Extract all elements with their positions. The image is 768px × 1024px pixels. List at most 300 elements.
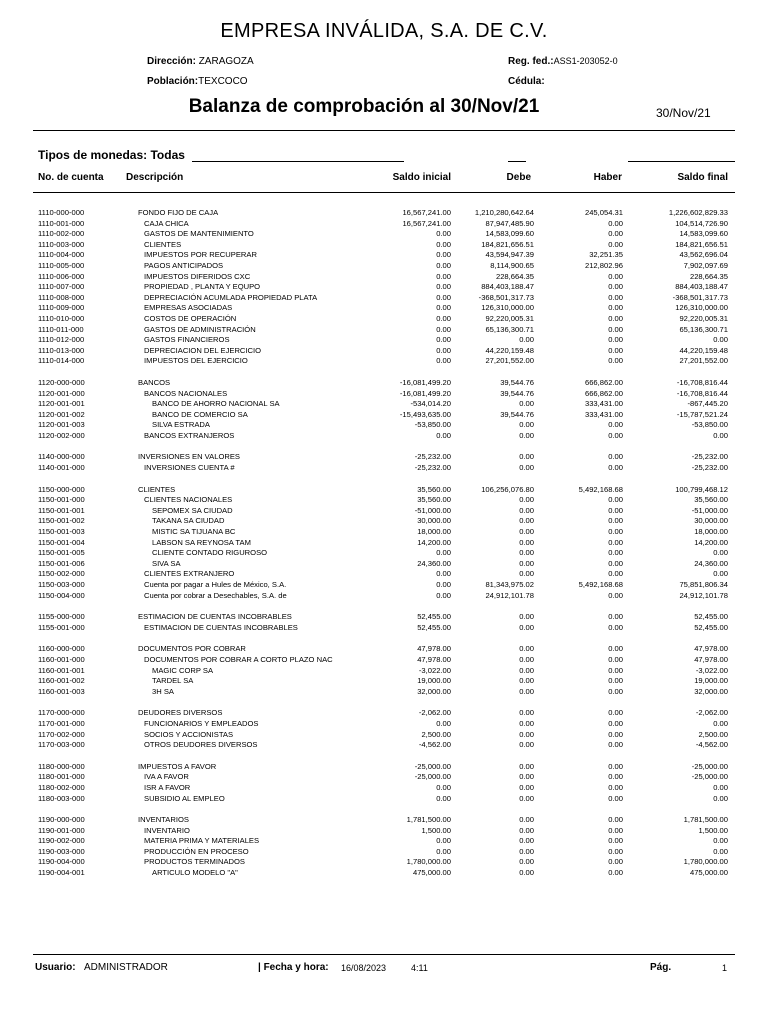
account-description: MISTIC SA TIJUANA BC — [152, 527, 236, 537]
account-description: INVENTARIOS — [138, 815, 189, 825]
table-row — [0, 389, 768, 400]
account-number: 1110-010-000 — [38, 313, 85, 323]
account-description: CAJA CHICA — [144, 218, 189, 228]
debe-value: 14,583,099.60 — [485, 229, 534, 239]
haber-value: 0.00 — [608, 686, 623, 696]
saldo-inicial-value: -25,000.00 — [414, 772, 451, 782]
saldo-inicial-value: 0.00 — [436, 292, 451, 302]
saldo-inicial-value: 35,560.00 — [417, 484, 451, 494]
debe-value: 0.00 — [519, 430, 534, 440]
account-number: 1150-001-003 — [38, 527, 85, 537]
haber-value: 0.00 — [608, 665, 623, 675]
saldo-final-value: 1,780,000.00 — [683, 857, 728, 867]
haber-value: 0.00 — [608, 537, 623, 547]
debe-value: 0.00 — [519, 782, 534, 792]
account-number: 1110-014-000 — [38, 356, 85, 366]
saldo-inicial-value: 0.00 — [436, 260, 451, 270]
account-description: IMPUESTOS POR RECUPERAR — [144, 250, 257, 260]
account-number: 1150-001-001 — [38, 505, 85, 515]
saldo-inicial-value: 0.00 — [436, 430, 451, 440]
saldo-inicial-value: -3,022.00 — [418, 665, 451, 675]
account-number: 1110-002-000 — [38, 229, 85, 239]
account-description: CLIENTES EXTRANJERO — [144, 569, 235, 579]
saldo-final-value: 35,560.00 — [694, 495, 728, 505]
saldo-inicial-value: 0.00 — [436, 345, 451, 355]
account-description: BANCO DE AHORRO NACIONAL SA — [152, 399, 280, 409]
account-number: 1120-001-002 — [38, 409, 85, 419]
hora-value: 4:11 — [411, 963, 428, 973]
table-row — [0, 495, 768, 506]
poblacion-label: Población: — [147, 76, 199, 87]
saldo-inicial-value: 24,360.00 — [417, 558, 451, 568]
saldo-inicial-value: 0.00 — [436, 590, 451, 600]
account-description: MATERIA PRIMA Y MATERIALES — [144, 836, 260, 846]
debe-value: 0.00 — [519, 537, 534, 547]
table-row — [0, 240, 768, 251]
table-row — [0, 666, 768, 677]
saldo-inicial-value: 35,560.00 — [417, 495, 451, 505]
table-row — [0, 826, 768, 837]
haber-value: 0.00 — [608, 313, 623, 323]
debe-value: 0.00 — [519, 505, 534, 515]
haber-value: 333,431.00 — [584, 399, 623, 409]
debe-value: 126,310,000.00 — [481, 303, 534, 313]
account-number: 1110-008-000 — [38, 292, 85, 302]
saldo-inicial-value: 0.00 — [436, 250, 451, 260]
account-number: 1120-001-000 — [38, 388, 85, 398]
haber-value: 0.00 — [608, 463, 623, 473]
account-description: IMPUESTOS DEL EJERCICIO — [144, 356, 248, 366]
saldo-inicial-value: 18,000.00 — [417, 527, 451, 537]
debe-value: 0.00 — [519, 463, 534, 473]
table-row — [0, 325, 768, 336]
saldo-final-value: 47,978.00 — [694, 644, 728, 654]
col-saldo-final-header: Saldo final — [677, 172, 728, 183]
saldo-inicial-value: 2,500.00 — [421, 729, 451, 739]
saldo-final-value: 2,500.00 — [698, 729, 728, 739]
debe-value: 1,210,280,642.64 — [474, 208, 534, 217]
account-number: 1110-000-000 — [38, 208, 85, 217]
debe-value: 0.00 — [519, 569, 534, 579]
haber-value: 0.00 — [608, 516, 623, 526]
table-row — [0, 272, 768, 283]
debe-value: 0.00 — [519, 558, 534, 568]
saldo-final-value: 0.00 — [713, 548, 728, 558]
saldo-inicial-value: -2,062.00 — [418, 708, 451, 718]
account-description: LABSON SA REYNOSA TAM — [152, 537, 251, 547]
account-number: 1190-001-000 — [38, 825, 85, 835]
table-row — [0, 506, 768, 517]
debe-value: 0.00 — [519, 452, 534, 462]
account-number: 1110-006-000 — [38, 271, 85, 281]
account-number: 1170-000-000 — [38, 708, 85, 718]
haber-value: 0.00 — [608, 335, 623, 345]
saldo-final-value: -25,232.00 — [691, 452, 728, 462]
debe-value: 0.00 — [519, 644, 534, 654]
table-row — [0, 485, 768, 496]
saldo-inicial-value: 0.00 — [436, 782, 451, 792]
account-number: 1110-009-000 — [38, 303, 85, 313]
table-row — [0, 356, 768, 367]
report-title: Balanza de comprobación al 30/Nov/21 — [188, 96, 540, 117]
account-number: 1180-001-000 — [38, 772, 85, 782]
account-description: SIVA SA — [152, 558, 181, 568]
cedula — [508, 76, 545, 87]
haber-value: 0.00 — [608, 452, 623, 462]
saldo-final-value: -25,000.00 — [691, 772, 728, 782]
saldo-final-value: -53,850.00 — [691, 420, 728, 430]
account-description: BANCO DE COMERCIO SA — [152, 409, 248, 419]
saldo-final-value: 0.00 — [713, 782, 728, 792]
haber-value: 0.00 — [608, 303, 623, 313]
account-number: 1150-001-006 — [38, 558, 85, 568]
account-description: TAKANA SA CIUDAD — [152, 516, 225, 526]
saldo-inicial-value: 19,000.00 — [417, 676, 451, 686]
debe-value: 0.00 — [519, 708, 534, 718]
saldo-final-value: 47,978.00 — [694, 654, 728, 664]
account-description: ISR A FAVOR — [144, 782, 191, 792]
debe-value: 0.00 — [519, 718, 534, 728]
table-row — [0, 538, 768, 549]
saldo-final-value: 75,851,806.34 — [679, 580, 728, 589]
saldo-final-value: 0.00 — [713, 569, 728, 579]
table-row — [0, 676, 768, 687]
table-row — [0, 293, 768, 304]
table-row — [0, 399, 768, 410]
saldo-inicial-value: -25,232.00 — [414, 452, 451, 462]
haber-value: 0.00 — [608, 718, 623, 728]
haber-value: 0.00 — [608, 548, 623, 558]
account-number: 1160-000-000 — [38, 644, 85, 654]
debe-value: 44,220,159.48 — [485, 345, 534, 355]
saldo-final-value: 30,000.00 — [694, 516, 728, 526]
saldo-final-value: 0.00 — [713, 846, 728, 856]
account-description: GASTOS FINANCIEROS — [144, 335, 230, 345]
account-number: 1110-001-000 — [38, 218, 85, 228]
account-description: CLIENTES — [144, 239, 182, 249]
debe-value: 184,821,656.51 — [481, 239, 534, 249]
account-description: IMPUESTOS DIFERIDOS CXC — [144, 271, 251, 281]
account-number: 1180-000-000 — [38, 761, 85, 771]
saldo-inicial-value: 47,978.00 — [417, 644, 451, 654]
table-row — [0, 836, 768, 847]
account-description: DEPRECIACION DEL EJERCICIO — [144, 345, 262, 355]
debe-value: 27,201,552.00 — [485, 356, 534, 366]
debe-value: 0.00 — [519, 527, 534, 537]
saldo-final-value: 475,000.00 — [689, 868, 728, 878]
table-row — [0, 740, 768, 751]
col-account-header: No. de cuenta — [38, 172, 104, 183]
account-number: 1120-000-000 — [38, 377, 85, 387]
haber-value: 212,802.96 — [584, 260, 623, 270]
col-description-header: Descripción — [126, 172, 184, 183]
saldo-final-value: 126,310,000.00 — [675, 303, 728, 313]
col-debe-header: Debe — [506, 172, 531, 183]
table-row — [0, 559, 768, 570]
account-number: 1150-001-004 — [38, 537, 85, 547]
account-description: PROPIEDAD , PLANTA Y EQUPO — [144, 282, 261, 292]
account-description: MAGIC CORP SA — [152, 665, 214, 675]
saldo-final-value: 32,000.00 — [694, 686, 728, 696]
haber-value: 0.00 — [608, 793, 623, 803]
haber-value: 0.00 — [608, 271, 623, 281]
saldo-final-value: 884,403,188.47 — [675, 282, 728, 292]
table-row — [0, 783, 768, 794]
account-description: DOCUMENTOS POR COBRAR — [138, 644, 246, 654]
account-description: OTROS DEUDORES DIVERSOS — [144, 740, 258, 750]
haber-value: 0.00 — [608, 782, 623, 792]
saldo-inicial-value: 1,781,500.00 — [406, 815, 451, 825]
saldo-inicial-value: 0.00 — [436, 548, 451, 558]
account-number: 1160-001-002 — [38, 676, 85, 686]
account-number: 1150-003-000 — [38, 580, 85, 589]
account-number: 1150-000-000 — [38, 484, 85, 494]
haber-value: 0.00 — [608, 740, 623, 750]
account-number: 1170-001-000 — [38, 718, 85, 728]
direccion-label: Dirección: — [147, 56, 196, 67]
saldo-final-value: 1,500.00 — [698, 825, 728, 835]
saldo-final-value: -368,501,317.73 — [672, 292, 728, 302]
saldo-final-value: -51,000.00 — [691, 505, 728, 515]
account-number: 1120-001-001 — [38, 399, 85, 409]
saldo-inicial-value: 0.00 — [436, 718, 451, 728]
haber-value: 0.00 — [608, 772, 623, 782]
table-row — [0, 708, 768, 719]
account-description: PRODUCCIÓN EN PROCESO — [144, 846, 249, 856]
saldo-final-value: 0.00 — [713, 836, 728, 846]
haber-value: 0.00 — [608, 761, 623, 771]
saldo-inicial-value: 52,455.00 — [417, 622, 451, 632]
debe-value: 0.00 — [519, 335, 534, 345]
account-number: 1110-011-000 — [38, 324, 84, 334]
debe-value: 0.00 — [519, 772, 534, 782]
account-number: 1120-001-003 — [38, 420, 85, 430]
haber-value: 0.00 — [608, 612, 623, 622]
saldo-final-value: 14,583,099.60 — [679, 229, 728, 239]
usuario-value: ADMINISTRADOR — [84, 962, 168, 973]
account-number: 1190-000-000 — [38, 815, 85, 825]
account-number: 1190-004-000 — [38, 857, 85, 867]
account-description: BANCOS EXTRANJEROS — [144, 430, 235, 440]
account-number: 1110-004-000 — [38, 250, 85, 260]
report-date: 30/Nov/21 — [656, 106, 711, 120]
haber-value: 0.00 — [608, 569, 623, 579]
haber-value: 0.00 — [608, 590, 623, 600]
haber-value: 666,862.00 — [584, 388, 623, 398]
table-row — [0, 303, 768, 314]
saldo-inicial-value: 0.00 — [436, 313, 451, 323]
saldo-final-value: 27,201,552.00 — [679, 356, 728, 366]
saldo-final-value: -25,232.00 — [691, 463, 728, 473]
table-row — [0, 346, 768, 357]
haber-value: 0.00 — [608, 324, 623, 334]
usuario-label: Usuario: — [35, 962, 76, 973]
account-number: 1190-004-001 — [38, 868, 85, 878]
debe-value: 87,947,485.90 — [485, 218, 534, 228]
haber-value: 0.00 — [608, 558, 623, 568]
pag-value: 1 — [722, 963, 728, 973]
debe-value: 0.00 — [519, 740, 534, 750]
saldo-final-value: 44,220,159.48 — [679, 345, 728, 355]
saldo-inicial-value: 0.00 — [436, 303, 451, 313]
account-description: PAGOS ANTICIPADOS — [144, 260, 224, 270]
regfed-label: Reg. fed.: — [508, 56, 554, 67]
account-number: 1110-003-000 — [38, 239, 85, 249]
saldo-final-value: -16,708,816.44 — [676, 377, 728, 387]
haber-value: 0.00 — [608, 846, 623, 856]
debe-value: 0.00 — [519, 420, 534, 430]
saldo-inicial-value: 16,567,241.00 — [402, 218, 451, 228]
account-description: BANCOS NACIONALES — [144, 388, 228, 398]
saldo-inicial-value: -534,014.20 — [410, 399, 451, 409]
haber-value: 0.00 — [608, 527, 623, 537]
saldo-final-value: 0.00 — [713, 718, 728, 728]
account-number: 1170-003-000 — [38, 740, 85, 750]
debe-value: 65,136,300.71 — [485, 324, 534, 334]
account-description: GASTOS DE MANTENIMIENTO — [144, 229, 254, 239]
saldo-final-value: -4,562.00 — [695, 740, 728, 750]
account-description: SILVA ESTRADA — [152, 420, 210, 430]
saldo-final-value: -16,708,816.44 — [676, 388, 728, 398]
table-row — [0, 772, 768, 783]
saldo-inicial-value: -16,081,499.20 — [399, 377, 451, 387]
saldo-inicial-value: -16,081,499.20 — [399, 388, 451, 398]
table-row — [0, 527, 768, 538]
poblacion — [147, 76, 248, 87]
debe-value: 39,544.76 — [500, 377, 534, 387]
saldo-final-value: 92,220,005.31 — [679, 313, 728, 323]
haber-value: 0.00 — [608, 345, 623, 355]
saldo-final-value: 104,514,726.90 — [675, 218, 728, 228]
table-row — [0, 655, 768, 666]
debe-value: 0.00 — [519, 495, 534, 505]
debe-value: 81,343,975.02 — [485, 580, 534, 589]
col-haber-header: Haber — [593, 172, 622, 183]
account-description: Cuenta por cobrar a Desechables, S.A. de — [144, 590, 287, 600]
currency-underline — [192, 161, 404, 162]
table-row — [0, 569, 768, 580]
table-row — [0, 730, 768, 741]
saldo-inicial-value: 0.00 — [436, 335, 451, 345]
saldo-inicial-value: -15,493,635.00 — [399, 409, 451, 419]
saldo-final-value: 43,562,696.04 — [679, 250, 728, 260]
saldo-final-value: 100,799,468.12 — [675, 484, 728, 494]
table-row — [0, 857, 768, 868]
account-number: 1140-001-000 — [38, 463, 85, 473]
debe-value: 884,403,188.47 — [481, 282, 534, 292]
account-description: Cuenta por pagar a Hules de México, S.A. — [144, 580, 287, 589]
pag-label: Pág. — [650, 962, 672, 973]
debe-value: 0.00 — [519, 665, 534, 675]
saldo-final-value: 7,902,097.69 — [683, 260, 728, 270]
debe-value: 0.00 — [519, 516, 534, 526]
saldo-inicial-value: -53,850.00 — [414, 420, 451, 430]
account-number: 1150-001-002 — [38, 516, 85, 526]
account-number: 1180-002-000 — [38, 782, 85, 792]
saldo-inicial-value: 475,000.00 — [412, 868, 451, 878]
saldo-inicial-value: 14,200.00 — [417, 537, 451, 547]
debe-value: 0.00 — [519, 857, 534, 867]
account-number: 1190-002-000 — [38, 836, 85, 846]
debe-value: 0.00 — [519, 676, 534, 686]
saldo-inicial-value: 0.00 — [436, 836, 451, 846]
debe-value: 0.00 — [519, 761, 534, 771]
debe-value: 0.00 — [519, 548, 534, 558]
account-description: BANCOS — [138, 377, 171, 387]
debe-value: 0.00 — [519, 654, 534, 664]
haber-value: 0.00 — [608, 495, 623, 505]
saldo-inicial-value: 0.00 — [436, 282, 451, 292]
account-number: 1150-004-000 — [38, 590, 85, 600]
account-number: 1110-013-000 — [38, 345, 85, 355]
account-number: 1170-002-000 — [38, 729, 85, 739]
table-row — [0, 452, 768, 463]
poblacion-value: TEXCOCO — [198, 76, 248, 87]
saldo-inicial-value: 0.00 — [436, 271, 451, 281]
saldo-final-value: 52,455.00 — [694, 612, 728, 622]
table-row — [0, 208, 768, 219]
table-row — [0, 229, 768, 240]
col-saldo-inicial-header: Saldo inicial — [392, 172, 451, 183]
haber-value: 0.00 — [608, 218, 623, 228]
table-row — [0, 762, 768, 773]
saldo-final-value: 65,136,300.71 — [679, 324, 728, 334]
account-description: ARTICULO MODELO "A" — [152, 868, 238, 878]
saldo-final-value: -15,787,521.24 — [676, 409, 728, 419]
haber-value: 0.00 — [608, 708, 623, 718]
haber-value: 0.00 — [608, 815, 623, 825]
debe-value: 0.00 — [519, 686, 534, 696]
account-description: PRODUCTOS TERMINADOS — [144, 857, 245, 867]
table-row — [0, 794, 768, 805]
account-description: SEPOMEX SA CIUDAD — [152, 505, 233, 515]
table-row — [0, 250, 768, 261]
saldo-final-value: 0.00 — [713, 335, 728, 345]
account-number: 1110-007-000 — [38, 282, 85, 292]
table-row — [0, 868, 768, 879]
account-description: SUBSIDIO AL EMPLEO — [144, 793, 225, 803]
haber-value: 5,492,168.68 — [578, 580, 623, 589]
haber-value: 245,054.31 — [584, 208, 623, 217]
debe-value: 0.00 — [519, 399, 534, 409]
saldo-final-value: 1,781,500.00 — [683, 815, 728, 825]
regfed-value: ASS1-203052-0 — [553, 56, 618, 66]
debe-value: -368,501,317.73 — [478, 292, 534, 302]
account-description: ESTIMACION DE CUENTAS INCOBRABLES — [144, 622, 298, 632]
debe-value: 0.00 — [519, 868, 534, 878]
haber-value: 0.00 — [608, 644, 623, 654]
account-description: INVERSIONES CUENTA # — [144, 463, 235, 473]
saldo-final-value: 1,226,602,829.33 — [668, 208, 728, 217]
saldo-inicial-value: 1,500.00 — [421, 825, 451, 835]
account-description: CLIENTES NACIONALES — [144, 495, 233, 505]
account-number: 1150-001-005 — [38, 548, 85, 558]
debe-value: 0.00 — [519, 825, 534, 835]
account-description: ESTIMACION DE CUENTAS INCOBRABLES — [138, 612, 292, 622]
account-description: GASTOS DE ADMINISTRACIÓN — [144, 324, 256, 334]
table-row — [0, 847, 768, 858]
table-row — [0, 516, 768, 527]
account-number: 1155-000-000 — [38, 612, 85, 622]
account-number: 1190-003-000 — [38, 846, 85, 856]
table-row — [0, 687, 768, 698]
saldo-final-value: 19,000.00 — [694, 676, 728, 686]
account-description: IMPUESTOS A FAVOR — [138, 761, 217, 771]
cedula-label: Cédula: — [508, 76, 545, 87]
debe-value: 0.00 — [519, 846, 534, 856]
haber-value: 0.00 — [608, 282, 623, 292]
debe-value: 0.00 — [519, 815, 534, 825]
